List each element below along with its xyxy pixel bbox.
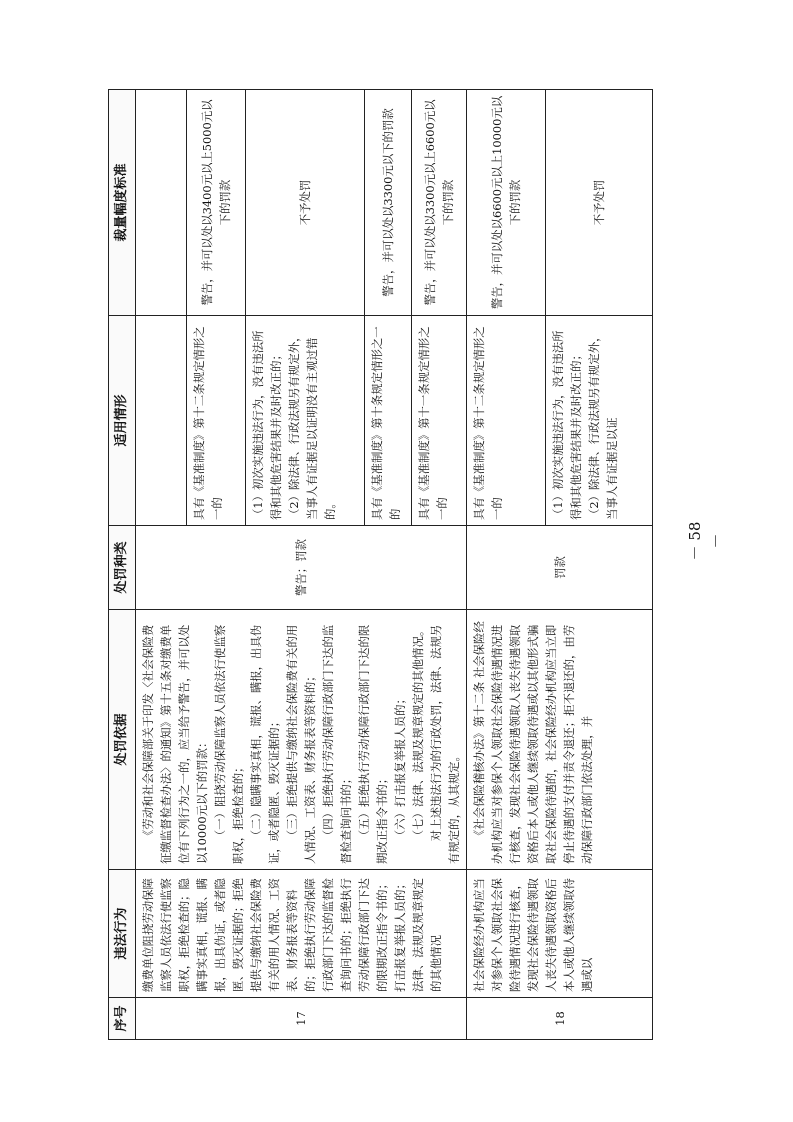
basis-17-line: （三）拒绝提供与缴纳社会保险费有关的用人情况、工资表、财务报表等资料的； xyxy=(285,624,318,864)
header-row xyxy=(109,90,136,1040)
std-18-0: 警告，并可以处以6600元以上10000元以下的罚款 xyxy=(467,90,546,316)
std-17-1: 警告，并可以处以3400元以上5000元以下的罚款 xyxy=(187,90,246,316)
basis-17-line: （一）阻挠劳动保障监察人员依法行使监察职权，拒绝检查的； xyxy=(213,624,246,864)
act-17: 缴费单位阻挠劳动保障监察人员依法行使监察职权，拒绝检查的；隐瞒事实真相，谎报、瞒报，出具伪证，或者隐匿、毁灭证据的；拒绝提供与缴纳社会保险费有关的用人情况、工资表、财务报表等资料的；拒绝执行劳动保障行政部门下达的监督检查询问书的；拒绝执行劳动保障行政部门下达的限期改正指令书的；打击报复举报人员的；法律、法规及规章规定的其他情况 xyxy=(136,870,467,998)
act-18: 社会保险经办机构应当对参保个人领取社会保险待遇情况进行核查，发现社会保险待遇领取人丧失待遇领取资格后本人或他人继续领取待遇或以 xyxy=(467,870,653,998)
basis-17-line: （七）法律、法规及规章规定的其他情况。 xyxy=(411,624,426,842)
page-number: － 58 － xyxy=(686,521,725,561)
case-17-4: 具有《基准制度》第十一条规定情形之一的 xyxy=(412,316,467,526)
header-case: 适用情形 xyxy=(109,316,136,526)
basis-17-line: 《劳动和社会保障部关于印发〈社会保险费征缴监督检查办法〉的通知》第十五条对缴费单位有下列行为之一的，应当给予警告，并可以处以10000元以下的罚款： xyxy=(141,624,210,864)
header-basis: 处罚依据 xyxy=(109,610,136,870)
header-kind: 处罚种类 xyxy=(109,526,136,610)
std-17-4: 警告，并可以处以3300元以上6600元以下的罚款 xyxy=(412,90,467,316)
rotated-table-wrapper xyxy=(108,90,620,1040)
table-row-18-a xyxy=(467,90,546,1040)
std-18-1: 不予处罚 xyxy=(546,90,653,316)
case-17-2: （1）初次实施违法行为，没有违法所得和其他危害结果并及时改正的； （2）除法律、行政法规另有规定外，当事人有证据足以证明没有主观过错的。 xyxy=(246,316,365,526)
case-17-0 xyxy=(136,316,187,526)
basis-17-line: （五）拒绝执行劳动保障行政部门下达的限期改正指令书的； xyxy=(357,624,390,864)
header-std: 裁量幅度标准 xyxy=(109,90,136,316)
basis-17 xyxy=(136,610,467,870)
std-17-2: 不予处罚 xyxy=(246,90,365,316)
header-seq: 序号 xyxy=(109,998,136,1040)
case-18-1: （1）初次实施违法行为，没有违法所得和其他危害结果并及时改正的； （2）除法律、行政法规另有规定外，当事人有证据足以证 xyxy=(546,316,653,526)
case-17-1: 具有《基准制度》第十二条规定情形之一的 xyxy=(187,316,246,526)
std-17-0 xyxy=(136,90,187,316)
seq-18: 18 xyxy=(467,998,653,1040)
basis-17-line: （二）隐瞒事实真相，谎报、瞒报，出具伪证，或者隐匿、毁灭证据的； xyxy=(249,624,282,864)
case-17-3: 具有《基准制度》第十条规定情形之一的 xyxy=(365,316,412,526)
basis-17-line: （四）拒绝执行劳动保障行政部门下达的监督检查询问书的； xyxy=(321,624,354,864)
case-18-0: 具有《基准制度》第十二条规定情形之一的 xyxy=(467,316,546,526)
header-act: 违法行为 xyxy=(109,870,136,998)
penalty-table xyxy=(108,89,653,1040)
kind-17: 警告；罚款 xyxy=(136,526,467,610)
kind-18: 罚款 xyxy=(467,526,653,610)
table-row-17-a xyxy=(136,90,187,1040)
std-17-3: 警告，并可以处以3300元以下的罚款 xyxy=(365,90,412,316)
seq-17: 17 xyxy=(136,998,467,1040)
basis-18: 《社会保险稽核办法》第十二条 社会保险经办机构应当对参保个人领取社会保险待遇情况进行核查，发现社会保险待遇领取人丧失待遇领取资格后本人或他人继续领取待遇或以其他形式骗取社会保险待遇的，社会保险经办机构应当立即停止待遇的支付并责令退还；拒不退还的，由劳动保障行政部门依法处理，并 xyxy=(467,610,653,870)
basis-17-line: 对上述违法行为的行政处罚，法律、法规另有规定的，从其规定。 xyxy=(429,624,462,864)
basis-17-line: （六）打击报复举报人员的； xyxy=(393,693,408,842)
